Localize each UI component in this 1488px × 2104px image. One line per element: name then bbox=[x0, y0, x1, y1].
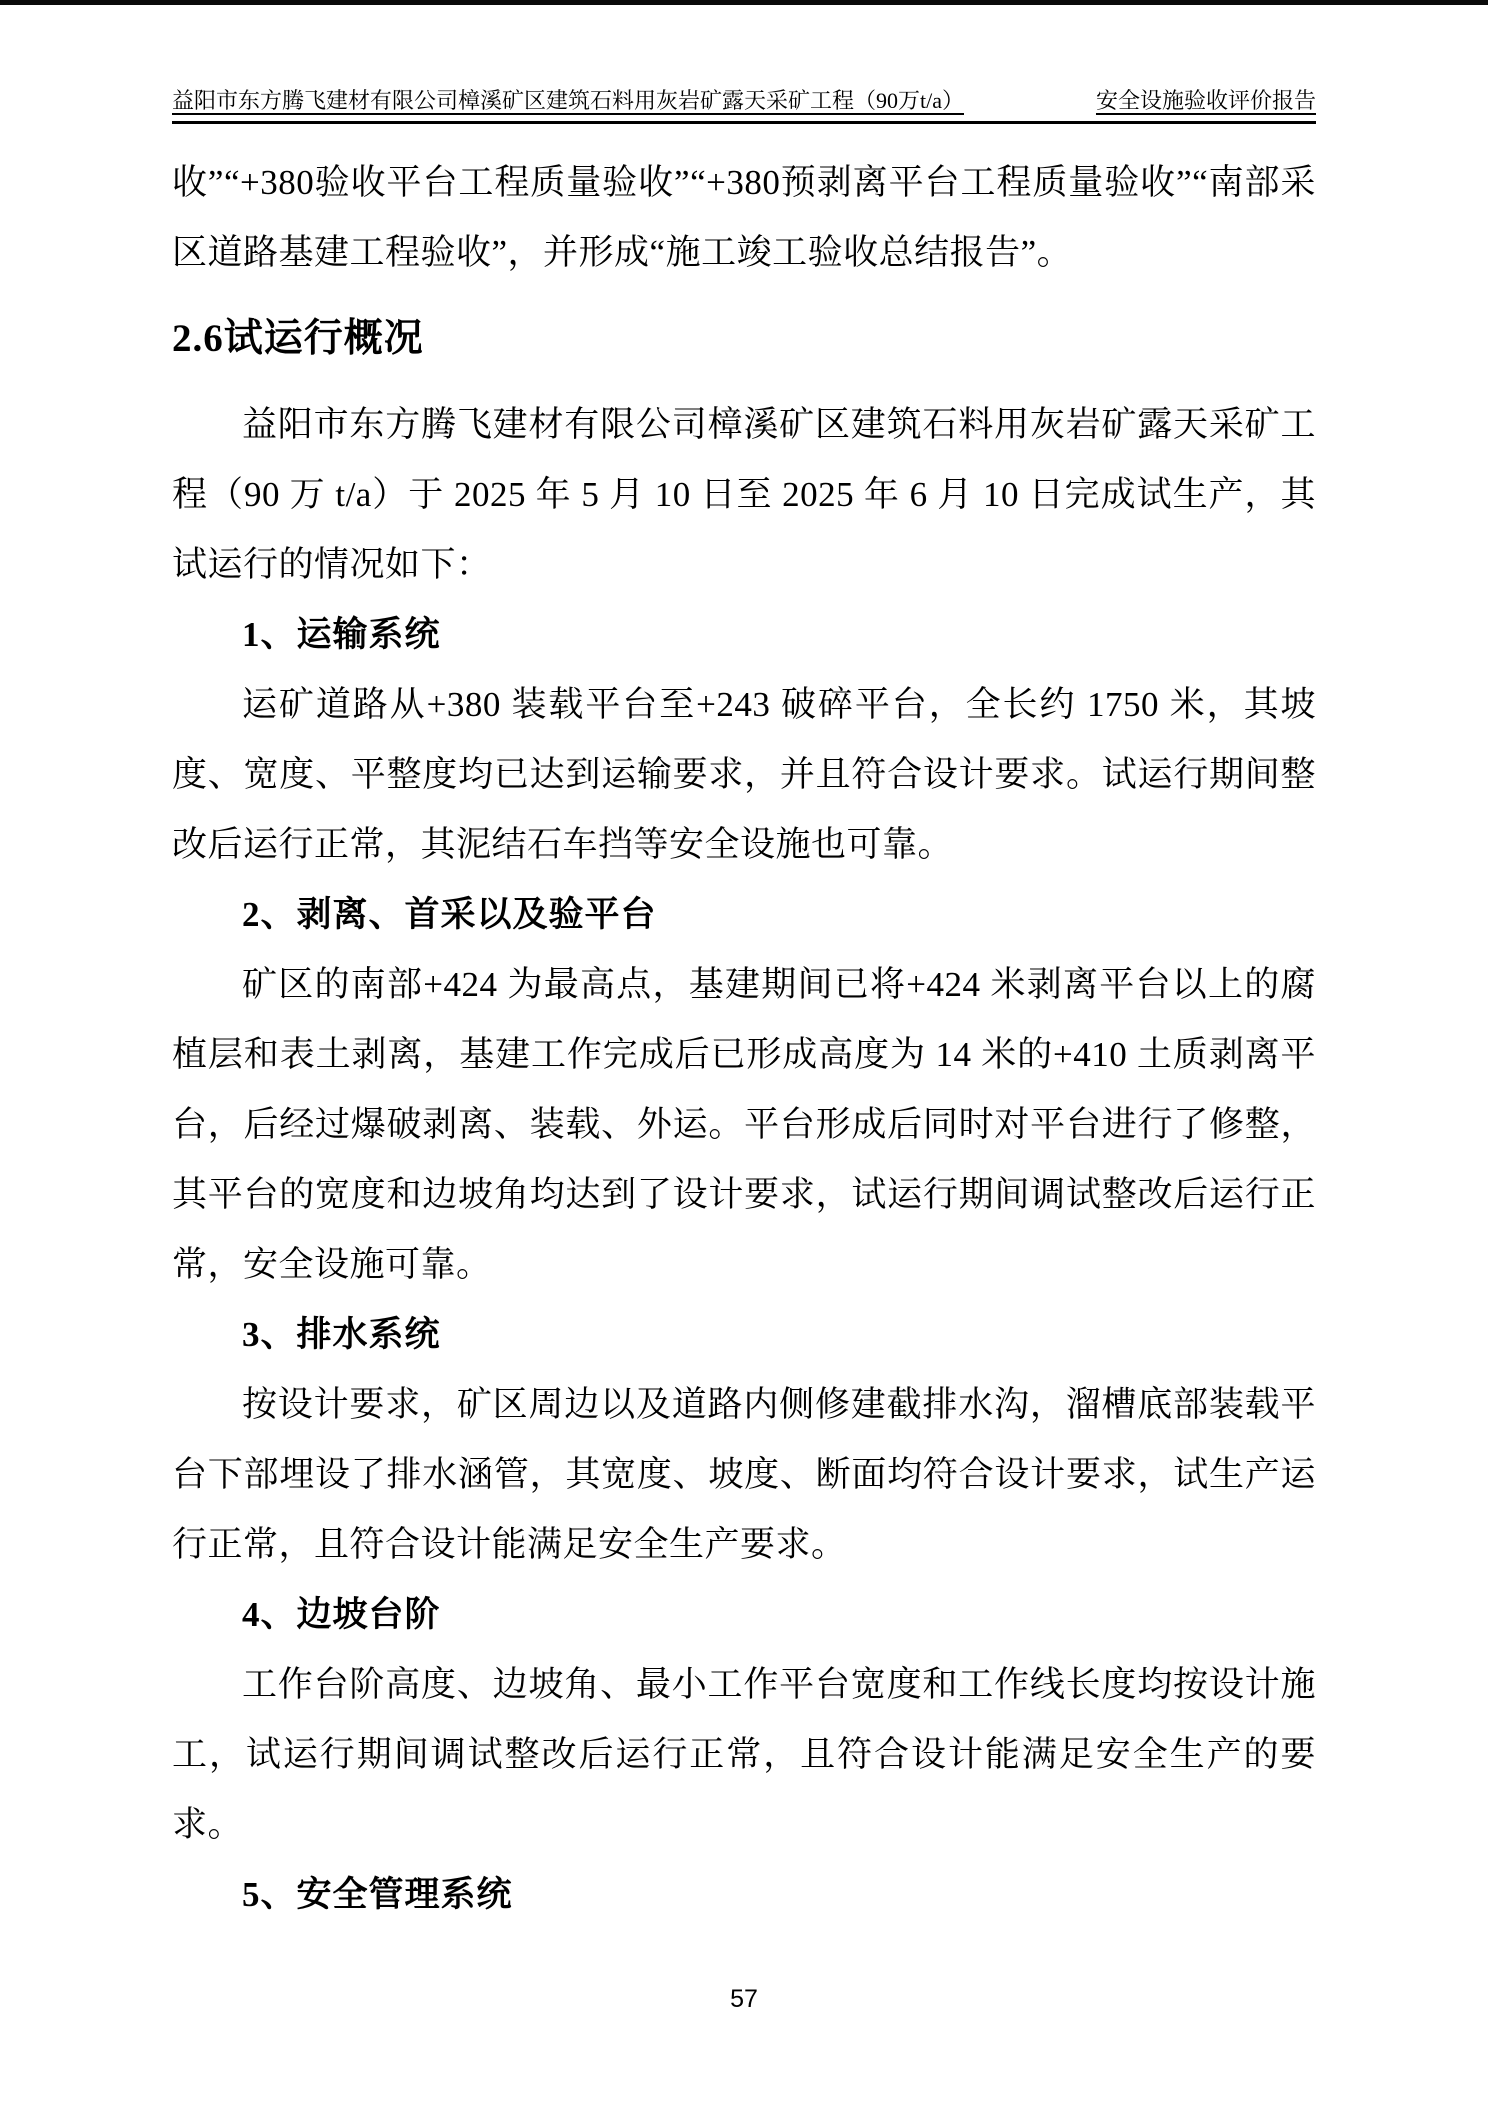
page-header bbox=[172, 86, 1316, 124]
section-heading-trial-run-overview: 2.6试运行概况 bbox=[172, 317, 424, 360]
paragraph-drainage-system: 按设计要求，矿区周边以及道路内侧修建截排水沟，溜槽底部装载平台下部埋设了排水涵管，其宽度、坡度、断面均符合设计要求，试生产运行正常，且符合设计能满足安全生产要求。 bbox=[172, 1385, 1316, 1564]
subheading-stripping-platforms: 2、剥离、首采以及验平台 bbox=[242, 895, 657, 934]
header-project-title: 益阳市东方腾飞建材有限公司樟溪矿区建筑石料用灰岩矿露天采矿工程（90万t/a） bbox=[172, 88, 964, 113]
subheading-safety-management-system: 5、安全管理系统 bbox=[242, 1875, 513, 1914]
page-footer bbox=[0, 1984, 1488, 2014]
top-edge-bar bbox=[0, 0, 1488, 5]
paragraph-acceptance-continuation: 收”“+380验收平台工程质量验收”“+380预剥离平台工程质量验收”“南部采区道路基建工程验收”，并形成“施工竣工验收总结报告”。 bbox=[172, 163, 1316, 272]
header-report-title: 安全设施验收评价报告 bbox=[1095, 88, 1316, 113]
subheading-slope-benches: 4、边坡台阶 bbox=[242, 1595, 441, 1634]
paragraph-stripping-platforms: 矿区的南部+424 为最高点，基建期间已将+424 米剥离平台以上的腐植层和表土剥离，基建工作完成后已形成高度为 14 米的+410 土质剥离平台，后经过爆破剥离、装载、外运。平台形成后同时对平台进行了修整，其平台的宽度和边坡角均达到了设计要求，试运行期间调试整改后运行正常，安全设施可靠。 bbox=[172, 965, 1316, 1284]
subheading-drainage-system: 3、排水系统 bbox=[242, 1315, 441, 1354]
paragraph-slope-benches: 工作台阶高度、边坡角、最小工作平台宽度和工作线长度均按设计施工，试运行期间调试整改后运行正常，且符合设计能满足安全生产的要求。 bbox=[172, 1665, 1316, 1844]
paragraph-transport-system: 运矿道路从+380 装载平台至+243 破碎平台，全长约 1750 米，其坡度、宽度、平整度均已达到运输要求，并且符合设计要求。试运行期间整改后运行正常，其泥结石车挡等安全设施也可靠。 bbox=[172, 685, 1316, 864]
document-body bbox=[172, 148, 1316, 1930]
subheading-transport-system: 1、运输系统 bbox=[242, 615, 441, 654]
page-number: 57 bbox=[730, 1985, 758, 2013]
paragraph-trial-run-intro: 益阳市东方腾飞建材有限公司樟溪矿区建筑石料用灰岩矿露天采矿工程（90 万 t/a）于 2025 年 5 月 10 日至 2025 年 6 月 10 日完成试生产，其试运行的情况如下： bbox=[172, 405, 1316, 584]
